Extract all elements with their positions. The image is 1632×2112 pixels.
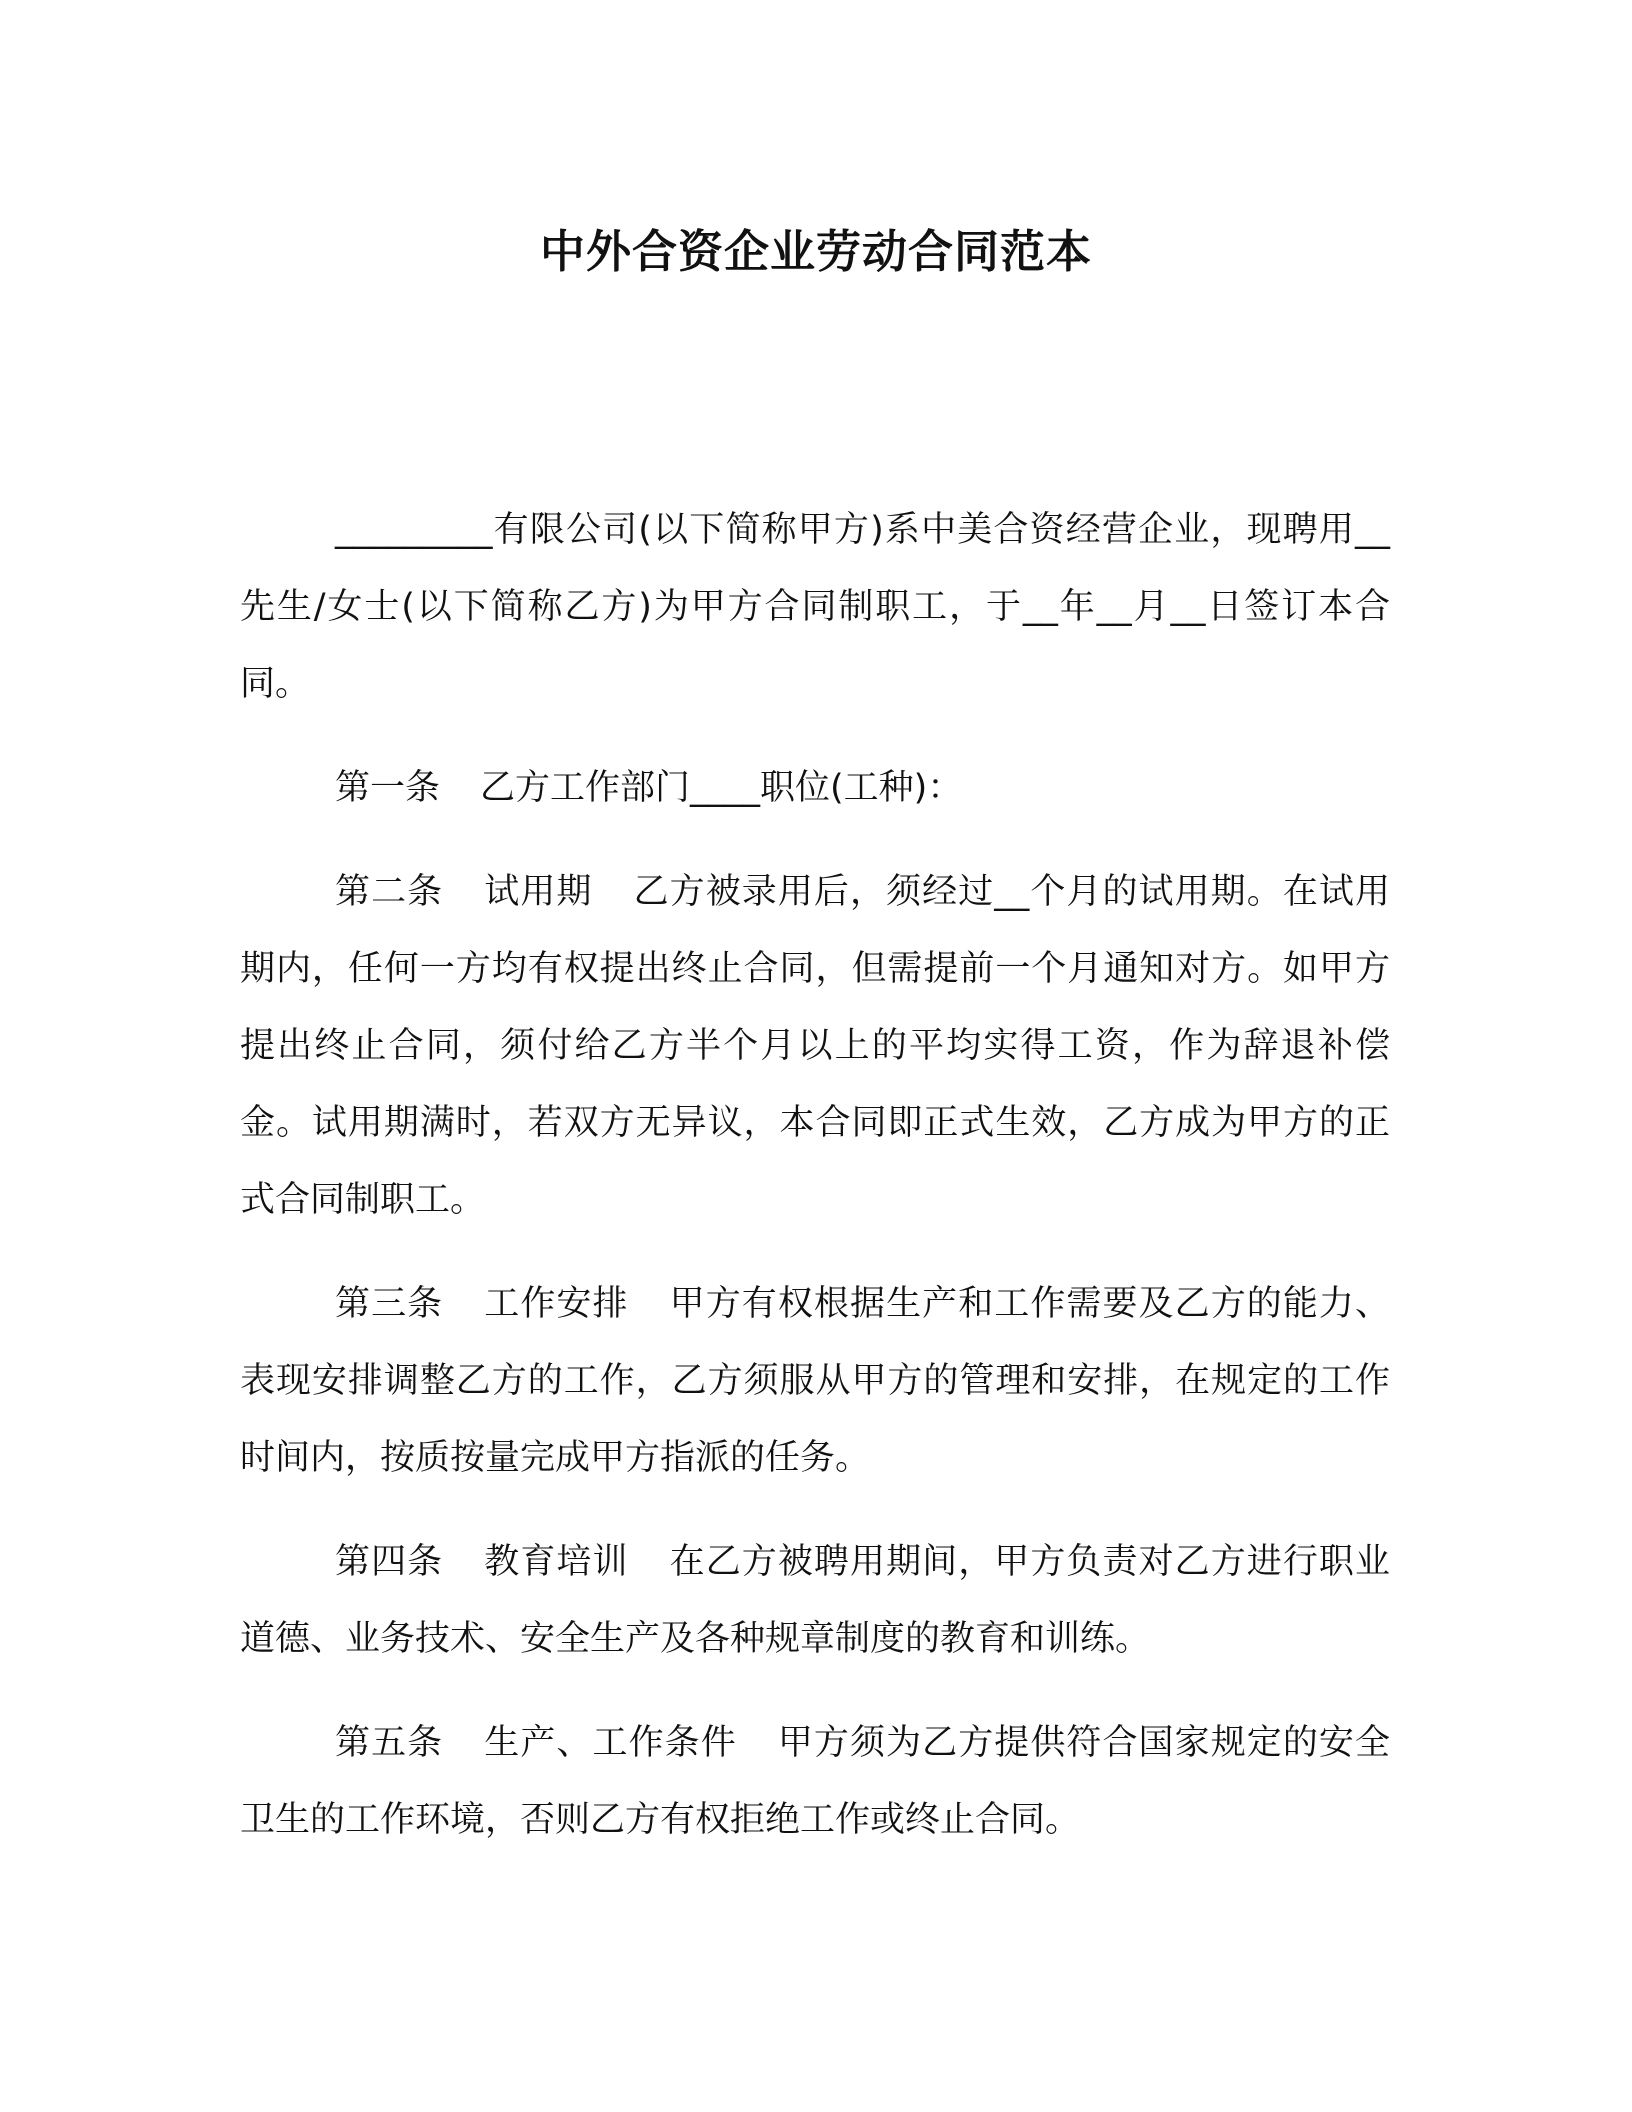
article-subject: 试用期	[483, 872, 593, 912]
article-subject: 教育培训	[483, 1542, 629, 1582]
article-subject: 工作安排	[483, 1284, 629, 1324]
article-3	[240, 1266, 1390, 1497]
article-heading: 第四条	[335, 1542, 444, 1582]
intro-paragraph: _________有限公司(以下简称甲方)系中美合资经营企业，现聘用__先生/女士(以下简称乙方)为甲方合同制职工，于__年__月__日签订本合同。	[240, 510, 1390, 704]
document-body	[240, 492, 1390, 1886]
article-2	[240, 854, 1390, 1239]
article-subject: 乙方工作部门____职位(工种)：	[480, 768, 963, 808]
article-heading: 第五条	[335, 1723, 444, 1763]
article-5	[240, 1705, 1390, 1859]
article-body: 甲方有权根据生产和工作需要及乙方的能力、表现安排调整乙方的工作，乙方须服从甲方的管理和安排，在规定的工作时间内，按质按量完成甲方指派的任务。	[240, 1284, 1390, 1478]
article-heading: 第三条	[335, 1284, 444, 1324]
article-heading: 第一条	[335, 768, 441, 808]
article-body: 在乙方被聘用期间，甲方负责对乙方进行职业道德、业务技术、安全生产及各种规章制度的教育和训练。	[240, 1542, 1390, 1659]
article-1	[240, 750, 1390, 827]
article-subject: 生产、工作条件	[483, 1723, 737, 1763]
article-body: 乙方被录用后，须经过__个月的试用期。在试用期内，任何一方均有权提出终止合同，但需提前一个月通知对方。如甲方提出终止合同，须付给乙方半个月以上的平均实得工资，作为辞退补偿金。试用期满时，若双方无异议，本合同即正式生效，乙方成为甲方的正式合同制职工。	[240, 872, 1390, 1220]
article-body: 甲方须为乙方提供符合国家规定的安全卫生的工作环境，否则乙方有权拒绝工作或终止合同。	[240, 1723, 1390, 1840]
document-title: 中外合资企业劳动合同范本	[539, 225, 1092, 278]
article-4	[240, 1524, 1390, 1678]
article-heading: 第二条	[335, 872, 444, 912]
